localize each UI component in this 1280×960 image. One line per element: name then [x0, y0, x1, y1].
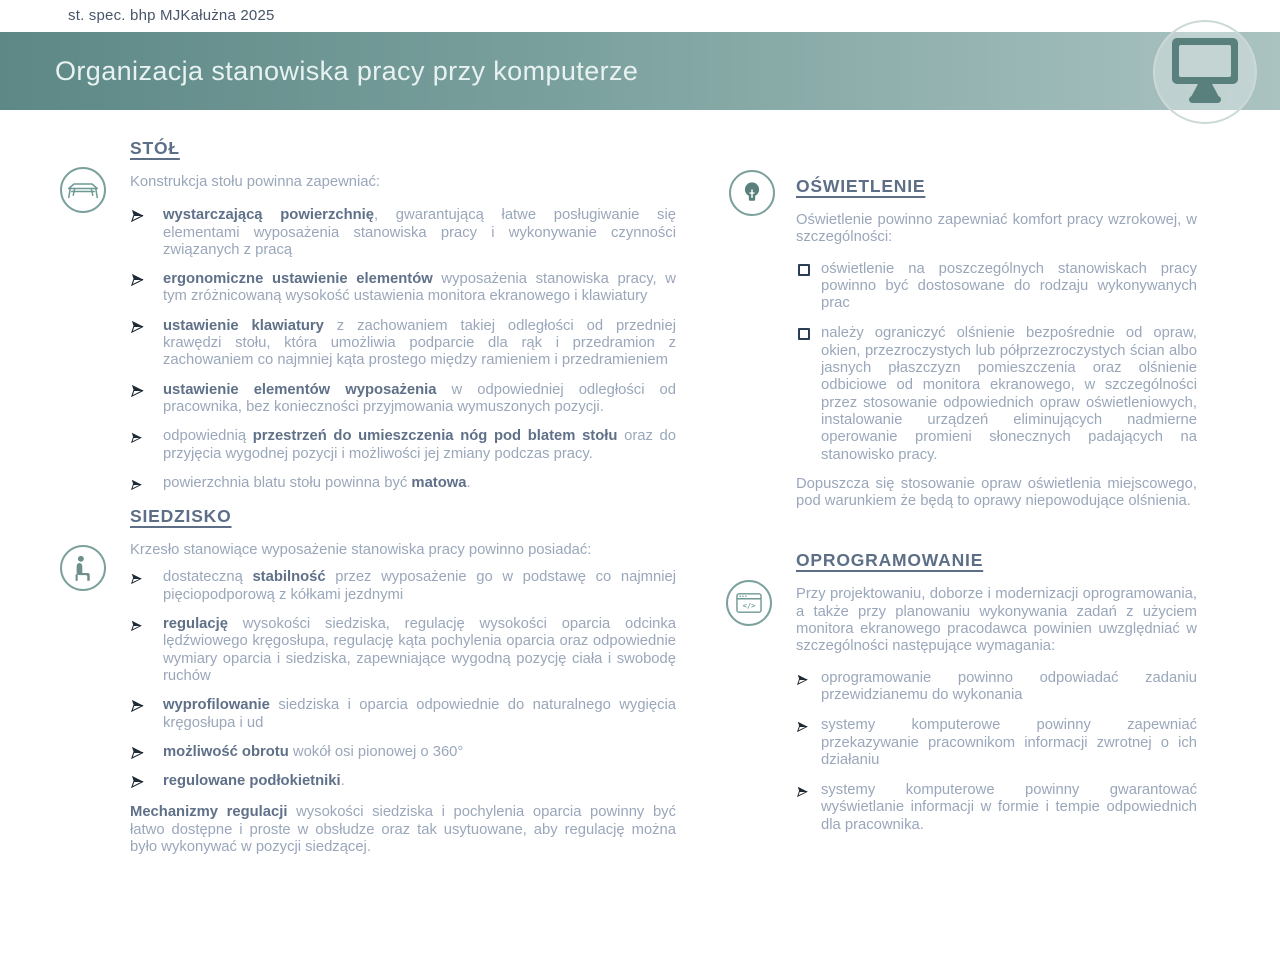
list-item-text: dostateczną stabilność przez wyposażenie go w podstawę co najmniej pięciopodporową z kółkami jezdnymi — [163, 569, 676, 603]
square-bullet-icon — [798, 328, 810, 340]
arrow-bullet-icon — [131, 320, 145, 334]
section-outro-oswietlenie: Dopuszcza się stosowanie opraw oświetlenia miejscowego, pod warunkiem że będą to oprawy niepowodujące olśnienia. — [796, 475, 1197, 510]
list-item-text: wystarczającą powierzchnię, gwarantującą łatwe posługiwanie się elementami wyposażenia stanowiska pracy i wykonywanie czynności związanych z pracą — [163, 207, 676, 258]
table-icon — [60, 167, 106, 213]
list-item — [130, 697, 676, 732]
bullet-list-oprogramowanie — [796, 670, 1197, 834]
list-item — [130, 207, 676, 259]
section-intro-stol: Konstrukcja stołu powinna zapewniać: — [130, 174, 381, 190]
bullet-list-stol — [130, 207, 676, 492]
section-title-stol: STÓŁ — [130, 138, 180, 158]
chair-icon — [60, 545, 106, 591]
list-item-text: systemy komputerowe powinny zapewniać przekazywanie pracownikom informacji zwrotnej o ich działaniu — [821, 717, 1197, 768]
section-oswietlenie — [796, 176, 1197, 510]
left-column — [130, 138, 676, 856]
code-icon — [726, 580, 772, 626]
list-item-text: ustawienie elementów wyposażenia w odpowiedniej odległości od pracownika, bez konieczności przyjmowania wymuszonych pozycji. — [163, 381, 676, 415]
lightbulb-icon — [729, 170, 775, 216]
list-item-text: regulowane podłokietniki. — [163, 773, 345, 790]
list-item — [130, 569, 676, 604]
list-item-text: systemy komputerowe powinny gwarantować wyświetlanie informacji w formie i tempie odpowiednich dla pracownika. — [821, 782, 1197, 833]
list-item-text: ergonomiczne ustawienie elementów wyposażenia stanowiska pracy, w tym zróżnicowaną wysokość ustawienia monitora ekranowego i klawiatury — [163, 271, 676, 305]
list-item — [796, 717, 1197, 769]
list-item — [796, 325, 1197, 463]
bullet-list-oswietlenie — [796, 261, 1197, 464]
list-item-text: wyprofilowanie siedziska i oparcia odpowiednie do naturalnego wygięcia kręgosłupa i ud — [163, 697, 676, 731]
list-item-text: odpowiednią przestrzeń do umieszczenia nóg pod blatem stołu oraz do przyjęcia wygodnej pozycji i możliwości jej zmiany podczas pracy. — [163, 428, 676, 462]
list-item — [130, 773, 676, 790]
list-item — [130, 616, 676, 685]
svg-text:</>: </> — [742, 600, 756, 610]
arrow-bullet-icon — [797, 672, 811, 686]
list-item — [796, 261, 1197, 313]
section-outro-siedzisko: Mechanizmy regulacji wysokości siedziska i pochylenia oparcia powinny być łatwo dostępne i proste w obsłudze oraz tak usytuowane, aby regulację można było wykonywać w pozycji siedzącej. — [130, 804, 676, 856]
square-bullet-icon — [798, 264, 810, 276]
list-item — [130, 382, 676, 417]
list-item-text: możliwość obrotu wokół osi pionowej o 360° — [163, 743, 464, 760]
right-column — [796, 176, 1197, 834]
bullet-list-siedzisko — [130, 569, 676, 790]
list-item-text: oświetlenie na poszczególnych stanowiskach pracy powinno być dostosowane do rodzaju wykonywanych prac — [821, 260, 1197, 312]
arrow-bullet-icon — [131, 571, 145, 585]
section-intro-siedzisko: Krzesło stanowiące wyposażenie stanowiska pracy powinno posiadać: — [130, 542, 592, 559]
list-item-text: ustawienie klawiatury z zachowaniem takiej odległości od przedniej krawędzi stołu, która umożliwia podparcie dla rąk i przedramion z zachowaniem co najmniej kąta prostego między ramieniem i przedramieniem — [163, 317, 676, 369]
list-item-text: należy ograniczyć olśnienie bezpośrednie od opraw, okien, przezroczystych lub półprzezroczystych ścian albo jasnych płaszczyzn pomieszczenia oraz olśnienie odbiciowe od monitora ekranowego, w szczególności przez stosowanie odpowiednich opraw oświetleniowych, instalowanie urządzeń eliminujących nadmierne operowanie promieni słonecznych padających na stanowisko pracy. — [821, 325, 1197, 463]
list-item — [130, 744, 676, 761]
page-title: Organizacja stanowiska pracy przy komputerze — [55, 56, 639, 86]
arrow-bullet-icon — [131, 384, 145, 398]
section-title-oswietlenie: OŚWIETLENIE — [796, 176, 926, 196]
section-stol — [130, 138, 676, 492]
list-item — [130, 475, 676, 492]
list-item — [130, 428, 676, 463]
arrow-bullet-icon — [131, 775, 145, 789]
arrow-bullet-icon — [131, 477, 145, 491]
arrow-bullet-icon — [131, 273, 145, 287]
list-item — [130, 318, 676, 370]
section-oprogramowanie — [796, 550, 1197, 834]
section-siedzisko — [130, 506, 676, 856]
section-title-oprogramowanie: OPROGRAMOWANIE — [796, 550, 984, 571]
list-item-text: regulację wysokości siedziska, regulację wysokości oparcia odcinka lędźwiowego kręgosłupa, regulację kąta pochylenia oparcia oraz odpowiednie wymiary oparcia i siedziska, zapewniające wygodną pozycję ciała i swobodę ruchów — [163, 616, 676, 684]
list-item-text: oprogramowanie powinno odpowiadać zadaniu przewidzianemu do wykonania — [821, 669, 1197, 703]
list-item — [796, 782, 1197, 834]
credit-line: st. spec. bhp MJKałużna 2025 — [68, 7, 275, 24]
list-item — [130, 271, 676, 306]
section-intro-oswietlenie: Oświetlenie powinno zapewniać komfort pracy wzrokowej, w szczególności: — [796, 212, 1197, 246]
section-title-siedzisko: SIEDZISKO — [130, 506, 232, 527]
arrow-bullet-icon — [797, 784, 811, 798]
arrow-bullet-icon — [797, 719, 811, 733]
arrow-bullet-icon — [131, 699, 145, 713]
list-item — [796, 670, 1197, 705]
list-item-text: powierzchnia blatu stołu powinna być matowa. — [163, 474, 471, 491]
arrow-bullet-icon — [131, 430, 145, 444]
arrow-bullet-icon — [131, 209, 145, 223]
section-intro-oprogramowanie: Przy projektowaniu, doborze i modernizacji oprogramowania, a także przy planowaniu wykonywania zadań z użyciem monitora ekranowego pracodawca powinien uwzględniać w szczególności następujące wymagania: — [796, 586, 1197, 655]
header-band — [0, 32, 1280, 110]
monitor-icon — [1166, 34, 1244, 111]
header-icon-circle — [1153, 20, 1257, 124]
arrow-bullet-icon — [131, 746, 145, 760]
arrow-bullet-icon — [131, 618, 145, 632]
